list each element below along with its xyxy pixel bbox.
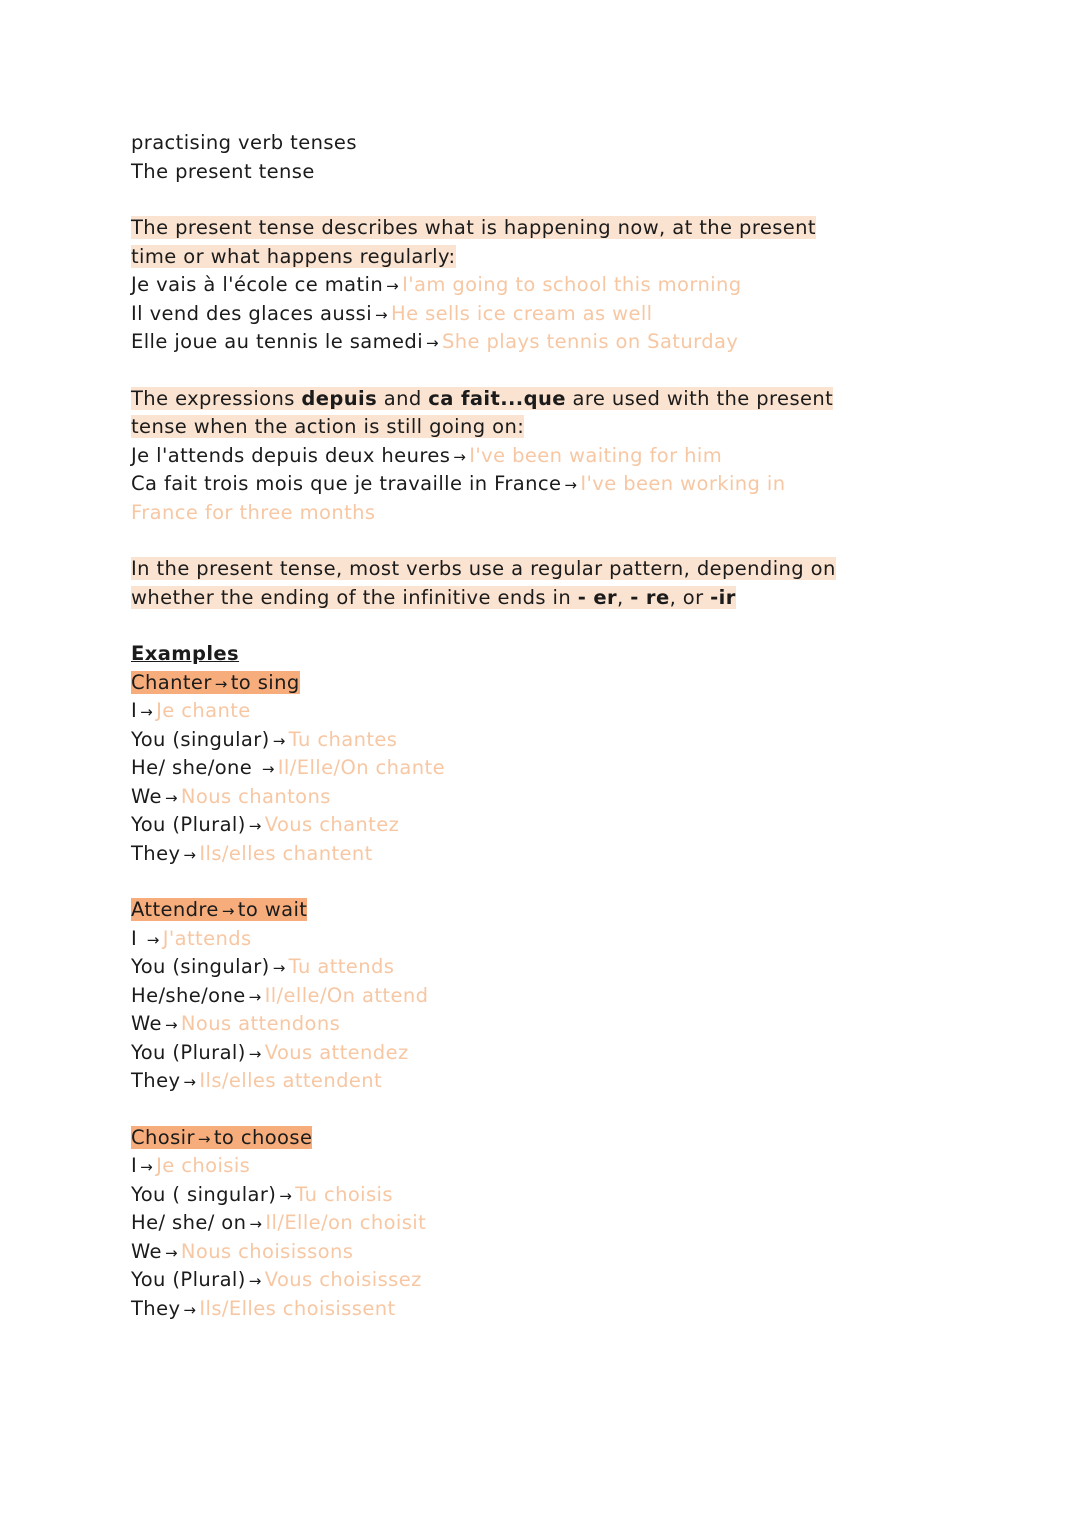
conjugation-row: We → Nous chantons (131, 784, 331, 808)
verb-title: Chanter → to sing (131, 670, 300, 694)
arrow-right-icon: → (426, 334, 439, 352)
conjugation-row: You (singular) → Tu chantes (131, 727, 398, 751)
section1-intro-line2: time or what happens regularly: (131, 244, 456, 268)
example-english: He sells ice cream as well (391, 301, 653, 325)
arrow-right-icon: → (386, 277, 400, 295)
example-french: Ca fait trois mois que je travaille in France (131, 472, 562, 495)
verb-title: Chosir → to choose (131, 1125, 313, 1149)
keyword-depuis: depuis (301, 386, 378, 410)
arrow-right-icon: → (214, 674, 228, 693)
conjugation-row: He/ she/one → Il/Elle/On chante (131, 756, 445, 779)
conjugation-row: They → Ils/elles chantent (131, 841, 373, 865)
arrow-right-icon: → (140, 1158, 154, 1176)
section1-intro-line1: The present tense describes what is happening now, at the present (131, 216, 816, 239)
arrow-right-icon: → (164, 1016, 178, 1034)
conjugation-row: I → Je choisis (131, 1154, 251, 1177)
example-english-cont: France for three months (131, 500, 376, 524)
arrow-right-icon: → (453, 447, 467, 466)
example-french: Il vend des glaces aussi (131, 301, 373, 325)
conjugation-row: They → Ils/Elles choisissent (131, 1296, 396, 1320)
conjugation-row: He/ she/ on → Il/Elle/on choisit (131, 1211, 427, 1234)
section2-intro: The expressions depuis and ca fait...que are used with the present (131, 386, 834, 410)
ending-er: - er (577, 585, 618, 609)
arrow-right-icon: → (183, 1073, 197, 1091)
arrow-right-icon: → (272, 731, 286, 750)
conjugation-row: He/she/one → Il/elle/On attend (131, 983, 429, 1007)
examples-heading: Examples (131, 642, 240, 665)
ending-re: - re (630, 585, 670, 609)
example-english: She plays tennis on Saturday (441, 330, 739, 353)
section1-intro (131, 214, 951, 243)
example-row (131, 300, 951, 329)
example-english: I'am going to school this morning (402, 273, 742, 296)
arrow-right-icon: → (248, 987, 262, 1006)
arrow-right-icon: → (183, 845, 197, 864)
conjugation-row: I → Je chante (131, 699, 251, 722)
arrow-right-icon: → (248, 817, 262, 835)
example-english: I've been working in (580, 472, 786, 495)
arrow-right-icon: → (261, 760, 275, 778)
keyword-ca-fait: ca fait...que (428, 386, 566, 410)
notes-page: practising verb tenses The present tense The present tense describes what is happening now, at the present time or what happens regularly: Je vais à l'école ce matin → I'am going to school this morning Il vend des glaces aussi → He sells ice cream as well Elle joue au tennis le samedi → She plays tennis on Saturday The expressions depuis and ca fait...que are used with the present tense when the action is still going on: Je l'attends depuis deux heures → I've been waiting for him Ca fait trois mois que je travaille in France → I've been working in France for three months In the present tense, most verbs use a regular pattern, depending on whether the ending of the infinitive ends in - er, - re, or -ir Examples Chanter → to sing I → Je chante You (singular) → Tu chantes He/ she/one → Il/Elle/On chante We → Nous chantons You (Plural) → Vous chantez They → Ils/elles chantent Attendre → to wait I → J'attends You (singular) → Tu attends He/she/one → Il/elle/On attend We → Nous attendons You (Plural) → Vous attendez They → Ils/elles attendent Chosir → to choose I → Je choisis You ( singular) → Tu choisis He/ she/ on → Il/Elle/on choisit We → Nous choisissons You (Plural) → Vous choisissez They → Ils/Elles choisissent (131, 129, 951, 1323)
section3-intro: In the present tense, most verbs use a regular pattern, depending on (131, 557, 836, 580)
arrow-right-icon: → (248, 1272, 262, 1290)
arrow-right-icon: → (146, 930, 160, 949)
arrow-right-icon: → (248, 1044, 262, 1063)
arrow-right-icon: → (164, 1243, 178, 1262)
arrow-right-icon: → (183, 1300, 197, 1319)
ending-ir: -ir (710, 585, 736, 609)
arrow-right-icon: → (164, 788, 178, 807)
conjugation-row: You (Plural) → Vous chantez (131, 813, 400, 836)
conjugation-row: You (Plural) → Vous choisissez (131, 1268, 422, 1291)
conjugation-row: You (Plural) → Vous attendez (131, 1040, 409, 1064)
example-row (131, 470, 951, 499)
arrow-right-icon: → (375, 305, 389, 324)
verb-title: Attendre → to wait (131, 898, 308, 921)
arrow-right-icon: → (249, 1215, 263, 1233)
example-french: Je l'attends depuis deux heures (131, 443, 451, 467)
arrow-right-icon: → (279, 1186, 293, 1205)
arrow-right-icon: → (197, 1129, 211, 1148)
example-row (131, 328, 951, 357)
example-french: Je vais à l'école ce matin (131, 273, 384, 296)
example-row (131, 442, 951, 471)
doc-title: practising verb tenses (131, 131, 357, 154)
arrow-right-icon: → (140, 703, 154, 721)
doc-subtitle: The present tense (131, 159, 315, 183)
conjugation-row: We → Nous choisissons (131, 1239, 354, 1263)
conjugation-row: We → Nous attendons (131, 1012, 341, 1035)
section2-intro-line2: tense when the action is still going on: (131, 415, 525, 438)
conjugation-row: You (singular) → Tu attends (131, 955, 395, 978)
example-english: I've been waiting for him (469, 443, 723, 467)
conjugation-row: I → J'attends (131, 926, 252, 950)
arrow-right-icon: → (272, 959, 286, 977)
arrow-right-icon: → (221, 902, 235, 920)
example-french: Elle joue au tennis le samedi (131, 330, 424, 353)
conjugation-row: You ( singular) → Tu choisis (131, 1182, 393, 1206)
example-row (131, 271, 951, 300)
arrow-right-icon: → (564, 476, 578, 494)
conjugation-row: They → Ils/elles attendent (131, 1069, 383, 1092)
